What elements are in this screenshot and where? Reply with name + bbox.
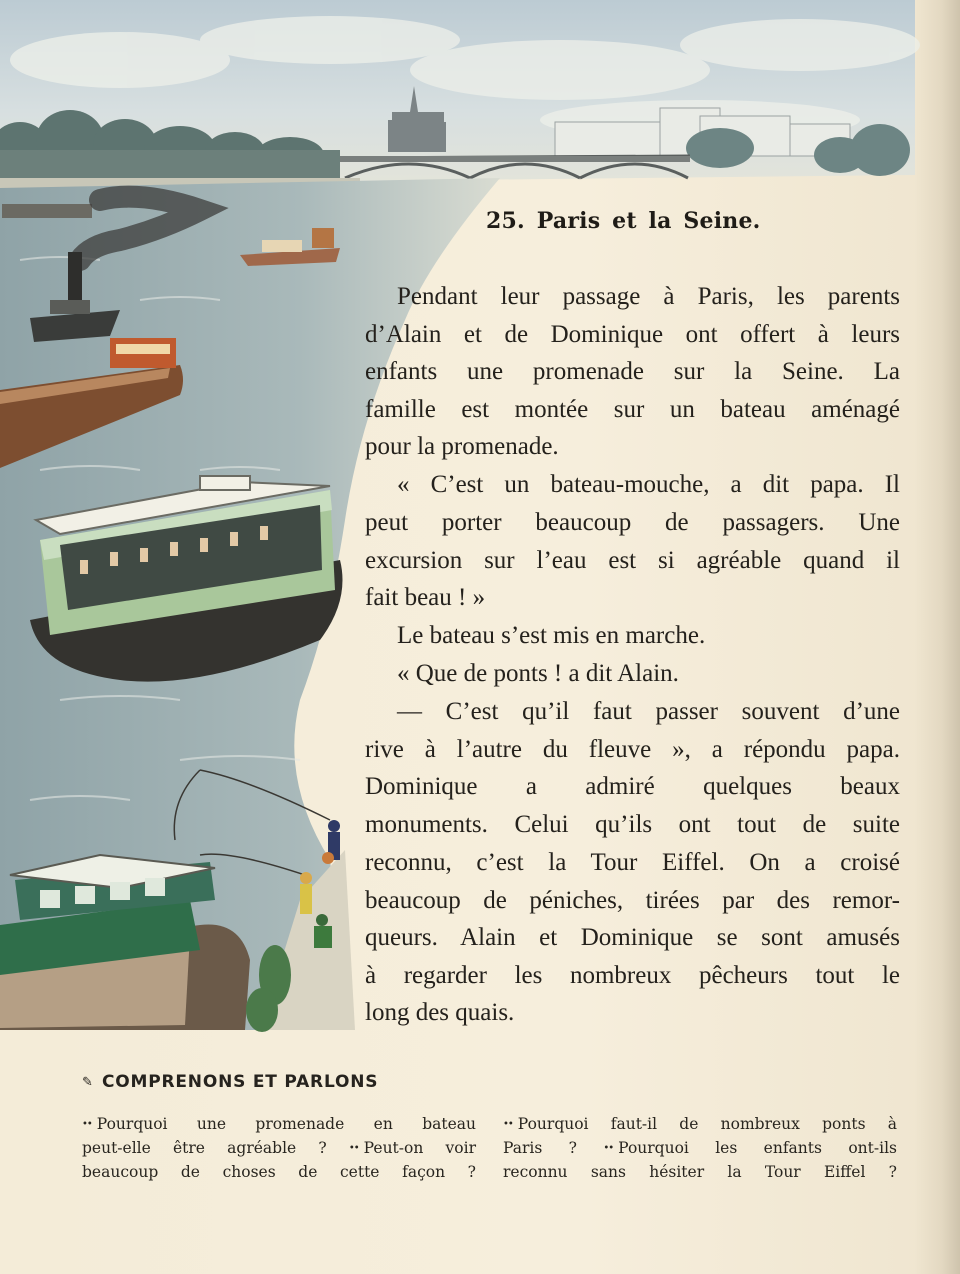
section-heading (82, 1072, 378, 1092)
section-heading-text: COMPRENONS ET PARLONS (102, 1072, 379, 1092)
question-text: Pourquoi une promenade en bateau (96, 1115, 476, 1133)
page-edge-shadow (914, 0, 960, 1274)
question-text: Paris ? (503, 1139, 577, 1157)
question-line (503, 1112, 897, 1136)
question-line (82, 1112, 476, 1136)
bullet-icon: •• (603, 1143, 614, 1154)
story-line: peut porter beaucoup de passagers. Une (365, 509, 900, 536)
story-line: pour la promenade. (365, 433, 559, 460)
bridge-deck (340, 156, 690, 162)
houseboat (0, 855, 250, 1030)
question-text: Pourquoi les enfants ont-ils (618, 1139, 897, 1157)
question-text: peut-elle être agréable ? (82, 1139, 327, 1157)
story-line: excursion sur l’eau est si agréable quand il (365, 547, 900, 574)
story-line: famille est montée sur un bateau aménagé (365, 396, 900, 423)
story-line: enfants une promenade sur la Seine. La (365, 358, 900, 385)
questions-right (503, 1112, 897, 1184)
question-text: beaucoup de choses de cette façon ? (82, 1163, 476, 1181)
question-line (503, 1136, 897, 1160)
story-line: — C’est qu’il faut passer souvent d’une (397, 698, 900, 725)
pencil-icon: ✎ (82, 1075, 94, 1090)
story-line: « C’est un bateau-mouche, a dit papa. Il (397, 471, 900, 498)
lesson-title: 25. Paris et la Seine. (486, 208, 761, 234)
bullet-icon: •• (503, 1119, 513, 1130)
question-line (503, 1160, 897, 1184)
story-line: « Que de ponts ! a dit Alain. (397, 660, 679, 687)
bullet-icon: •• (82, 1119, 92, 1130)
question-line (82, 1136, 476, 1160)
question-text: Pourquoi faut-il de nombreux ponts à (517, 1115, 897, 1133)
story-line: Pendant leur passage à Paris, les parents (397, 283, 900, 310)
question-line (82, 1160, 476, 1184)
story-line: rive à l’autre du fleuve », a répondu papa. (365, 736, 900, 763)
questions-left (82, 1112, 476, 1184)
story-line: reconnu, c’est la Tour Eiffel. On a croisé (365, 849, 900, 876)
story-line: d’Alain et de Dominique ont offert à leurs (365, 321, 900, 348)
story-line: fait beau ! » (365, 584, 486, 611)
question-text: reconnu sans hésiter la Tour Eiffel ? (503, 1163, 897, 1181)
story-line: Dominique a admiré quelques beaux (365, 773, 900, 800)
question-text: Peut-on voir (363, 1139, 476, 1157)
story-line: monuments. Celui qu’ils ont tout de suite (365, 811, 900, 838)
story-line: Le bateau s’est mis en marche. (397, 622, 706, 649)
story-line: à regarder les nombreux pêcheurs tout le (365, 962, 900, 989)
distant-barge-1 (2, 204, 92, 218)
bullet-icon: •• (348, 1143, 359, 1154)
story-line: queurs. Alain et Dominique se sont amusés (365, 924, 900, 951)
story-line: beaucoup de péniches, tirées par des remor- (365, 887, 900, 914)
story-line: long des quais. (365, 999, 515, 1026)
